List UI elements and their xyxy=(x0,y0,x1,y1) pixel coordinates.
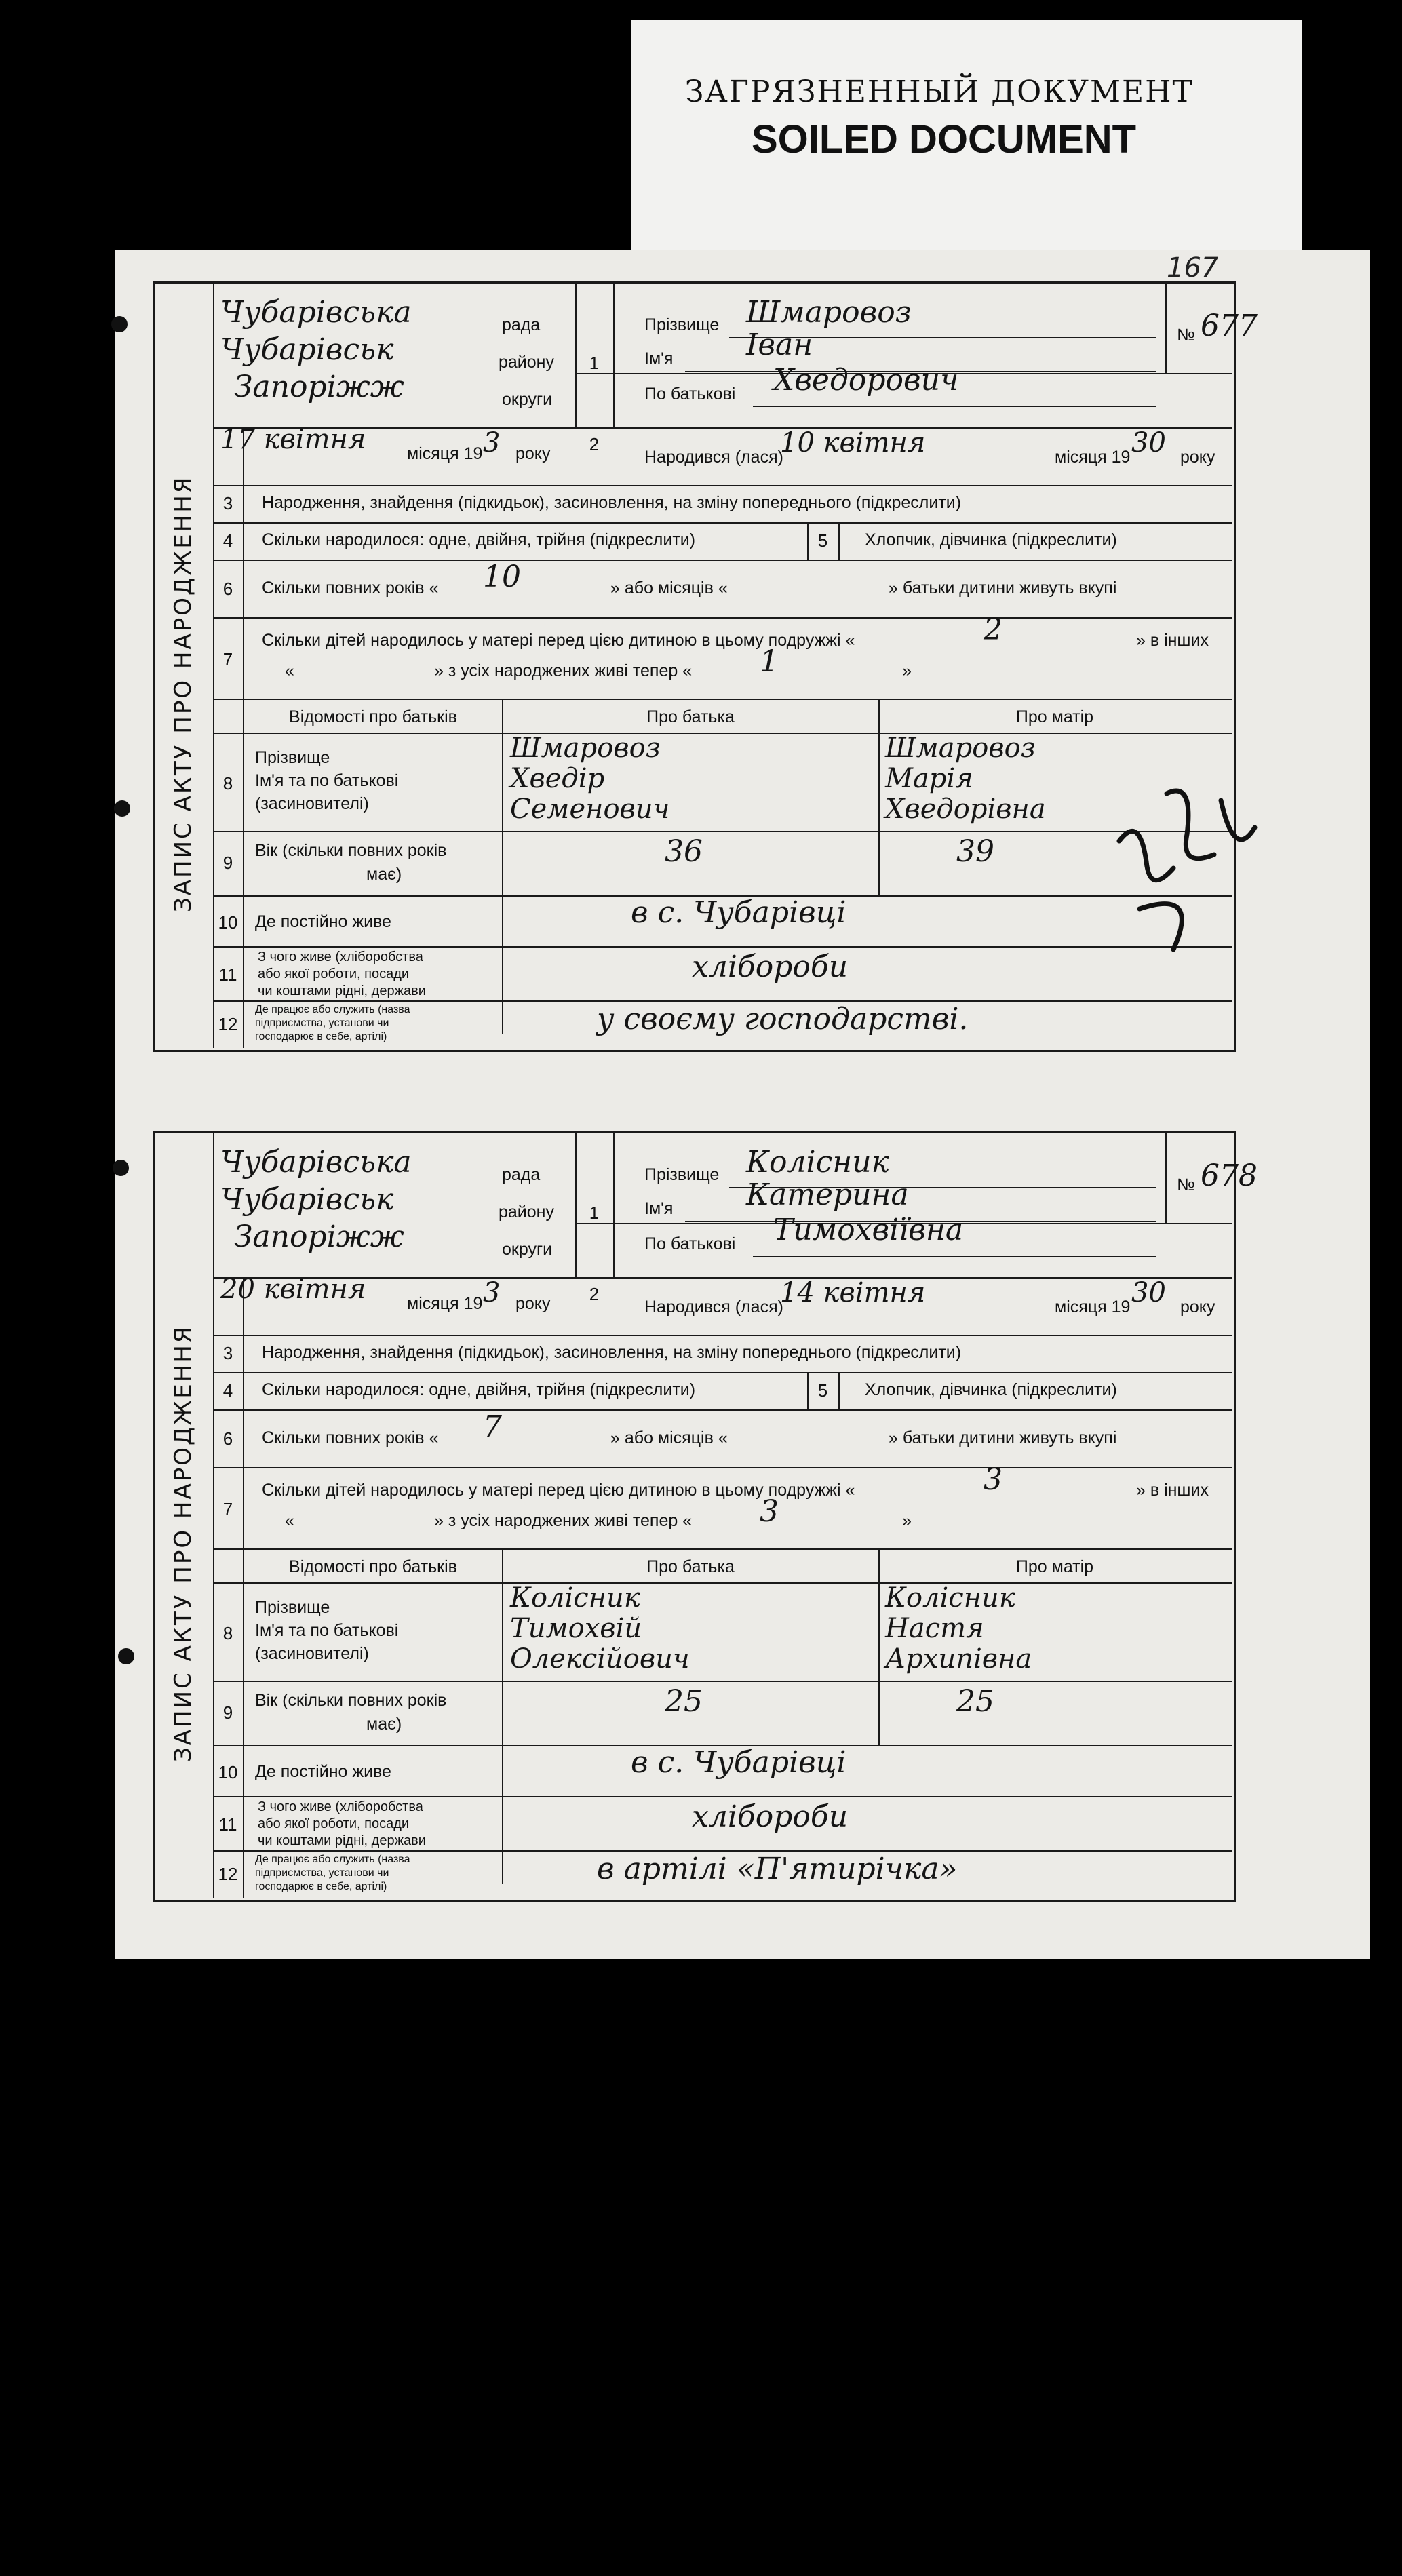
born-year-value: 30 xyxy=(1131,427,1166,458)
prior-children-value: 3 xyxy=(984,1462,1002,1497)
record-side-title: ЗАПИС АКТУ ПРО НАРОДЖЕННЯ xyxy=(170,1325,197,1762)
folio-number: 167 xyxy=(1167,252,1219,284)
born-year-label: року xyxy=(1180,1297,1215,1316)
rule xyxy=(878,1548,880,1745)
reg-year-value: 3 xyxy=(483,427,501,458)
row10-label: Де постійно живе xyxy=(255,912,391,931)
mother-name-3: Хведорівна xyxy=(885,794,1046,825)
birth-record xyxy=(0,281,1402,1095)
row7-text-e: » xyxy=(902,661,912,680)
born-label: Народився (лася) xyxy=(644,1297,783,1316)
father-header: Про батька xyxy=(646,707,735,726)
reg-month-label: місяця 19 xyxy=(407,444,483,463)
row-number: 10 xyxy=(218,912,238,933)
born-date-value: 10 квітня xyxy=(780,427,926,458)
mother-name-1: Колісник xyxy=(885,1582,1015,1614)
row6-text-a: Скільки повних років « xyxy=(262,579,439,598)
rule xyxy=(213,1548,1232,1550)
rada-label: рада xyxy=(502,1165,541,1184)
row6-text-b: » або місяців « xyxy=(610,1428,728,1447)
council-value: Чубарівська xyxy=(220,1145,412,1179)
row3-text: Народження, знайдення (підкидьок), засиновлення, на зміну попереднього (підкреслити) xyxy=(262,1343,962,1362)
row-number: 2 xyxy=(589,434,600,454)
row-number: 5 xyxy=(817,530,828,551)
row8-label-2: Ім'я та по батькові xyxy=(255,771,399,790)
name-label: Ім'я xyxy=(644,1199,674,1218)
row12-label-1: Де працює або служить (назва xyxy=(255,1854,410,1865)
row7-text-a: Скільки дітей народилось у матері перед цією дитиною в цьому подружжі « xyxy=(262,1481,855,1500)
name-value: Катерина xyxy=(746,1177,909,1212)
row-number: 3 xyxy=(222,1343,233,1363)
row12-label-2: підприємства, установи чи xyxy=(255,1867,389,1879)
row8-label-2: Ім'я та по батькові xyxy=(255,1621,399,1640)
rule xyxy=(213,1582,1232,1584)
rule xyxy=(213,1335,1232,1336)
row-number: 6 xyxy=(222,579,233,599)
row-number: 12 xyxy=(218,1014,238,1034)
row-number: 4 xyxy=(222,1380,233,1401)
occupation-value: хлібороби xyxy=(692,950,849,984)
row-number: 6 xyxy=(222,1428,233,1449)
name-label: Ім'я xyxy=(644,349,674,368)
born-year-value: 30 xyxy=(1131,1277,1166,1308)
rule xyxy=(838,522,840,560)
parents-header: Відомості про батьків xyxy=(289,1557,457,1576)
living-children-value: 1 xyxy=(760,644,779,679)
rule xyxy=(753,1256,1156,1257)
row9-label-1: Вік (скільки повних років xyxy=(255,841,447,860)
surname-value: Колісник xyxy=(746,1145,889,1179)
row-number: 9 xyxy=(222,1702,233,1723)
row11-label-1: З чого живе (хліборобства xyxy=(258,1799,423,1814)
rule xyxy=(878,699,880,895)
row-number: 11 xyxy=(218,964,237,985)
mother-age-value: 25 xyxy=(956,1684,994,1719)
rada-label: рада xyxy=(502,315,541,334)
okrug-label: округи xyxy=(502,1240,553,1259)
district-value: Чубарівськ xyxy=(220,332,394,367)
row-number: 2 xyxy=(589,1284,600,1304)
okrug-label: округи xyxy=(502,390,553,409)
patronymic-label: По батькові xyxy=(644,1234,736,1253)
row10-label: Де постійно живе xyxy=(255,1762,391,1781)
no-label: № xyxy=(1177,326,1195,345)
council-value: Чубарівська xyxy=(220,295,412,330)
okrug-value: Запоріжж xyxy=(234,1219,404,1254)
reg-date-value: 17 квітня xyxy=(220,424,366,455)
row9-label-2: має) xyxy=(366,865,402,884)
father-name-1: Колісник xyxy=(510,1582,640,1614)
row11-label-2: або якої роботи, посади xyxy=(258,1816,410,1831)
raion-label: району xyxy=(499,1203,554,1222)
rule xyxy=(1165,281,1167,373)
row3-text: Народження, знайдення (підкидьок), засиновлення, на зміну попереднього (підкреслити) xyxy=(262,493,962,512)
born-label: Народився (лася) xyxy=(644,448,783,467)
margin-annotation-scrawl xyxy=(1099,753,1275,956)
row12-label-2: підприємства, установи чи xyxy=(255,1017,389,1029)
reg-year-label: року xyxy=(515,444,551,463)
row5-text: Хлопчик, дівчинка (підкреслити) xyxy=(865,530,1117,549)
okrug-value: Запоріжж xyxy=(234,370,404,404)
row7-text-a: Скільки дітей народилось у матері перед цією дитиною в цьому подружжі « xyxy=(262,631,855,650)
mother-header: Про матір xyxy=(1015,1557,1094,1576)
row9-label-1: Вік (скільки повних років xyxy=(255,1691,447,1710)
years-together-value: 7 xyxy=(483,1409,502,1444)
rule xyxy=(213,699,1232,700)
record-side-title: ЗАПИС АКТУ ПРО НАРОДЖЕННЯ xyxy=(170,475,197,912)
row7-text-c: « xyxy=(285,1511,294,1530)
row6-text-c: » батьки дитини живуть вкупі xyxy=(889,579,1117,598)
rule xyxy=(243,1277,244,1898)
row4-text: Скільки народилося: одне, двійня, трійня (підкреслити) xyxy=(262,530,696,549)
patronymic-value: Хведорович xyxy=(773,363,959,397)
reg-month-label: місяця 19 xyxy=(407,1294,483,1313)
prior-children-value: 2 xyxy=(984,612,1002,647)
father-name-3: Семенович xyxy=(510,794,670,825)
rule xyxy=(213,1131,214,1898)
reg-year-value: 3 xyxy=(483,1277,501,1308)
rule xyxy=(213,831,1232,832)
born-month-label: місяця 19 xyxy=(1055,448,1131,467)
row11-label-1: З чого живе (хліборобства xyxy=(258,950,423,964)
row7-text-c: « xyxy=(285,661,294,680)
row12-label-1: Де працює або служить (назва xyxy=(255,1004,410,1015)
birth-record xyxy=(0,1131,1402,1945)
name-value: Іван xyxy=(746,328,813,362)
row11-label-3: чи коштами рідні, держави xyxy=(258,1833,426,1848)
workplace-value: в артілі «П'ятирічка» xyxy=(597,1852,958,1886)
father-age-value: 36 xyxy=(665,834,703,869)
workplace-value: у своєму господарстві. xyxy=(597,1002,969,1036)
rule xyxy=(613,281,615,427)
row-number: 10 xyxy=(218,1762,238,1782)
residence-value: в с. Чубарівці xyxy=(631,895,846,930)
born-month-label: місяця 19 xyxy=(1055,1297,1131,1316)
surname-value: Шмаровоз xyxy=(746,295,912,330)
mother-name-1: Шмаровоз xyxy=(885,733,1036,764)
rule xyxy=(502,1548,503,2576)
row7-text-b: » в інших xyxy=(1136,1481,1209,1500)
rule xyxy=(575,281,577,427)
residence-value: в с. Чубарівці xyxy=(631,1745,846,1780)
rule xyxy=(213,1796,1232,1797)
rule xyxy=(243,427,244,1048)
row5-text: Хлопчик, дівчинка (підкреслити) xyxy=(865,1380,1117,1399)
district-value: Чубарівськ xyxy=(220,1182,394,1217)
surname-label: Прізвище xyxy=(644,1165,720,1184)
row7-text-e: » xyxy=(902,1511,912,1530)
occupation-value: хлібороби xyxy=(692,1799,849,1834)
row7-text-d: » з усіх народжених живі тепер « xyxy=(434,661,693,680)
rule xyxy=(213,617,1232,619)
living-children-value: 3 xyxy=(760,1494,779,1529)
surname-label: Прізвище xyxy=(644,315,720,334)
father-name-2: Хведір xyxy=(510,763,605,794)
row6-text-b: » або місяців « xyxy=(610,579,728,598)
years-together-value: 10 xyxy=(483,560,521,594)
row-number: 3 xyxy=(222,493,233,513)
rule xyxy=(213,281,214,1048)
rule xyxy=(213,1467,1232,1468)
row-number: 11 xyxy=(218,1814,237,1835)
rule xyxy=(838,1372,840,1409)
row11-label-2: або якої роботи, посади xyxy=(258,967,410,981)
row-number: 1 xyxy=(589,353,600,373)
row7-text-d: » з усіх народжених живі тепер « xyxy=(434,1511,693,1530)
born-date-value: 14 квітня xyxy=(780,1277,926,1308)
rule xyxy=(807,522,809,560)
row7-text-b: » в інших xyxy=(1136,631,1209,650)
mother-name-2: Настя xyxy=(885,1613,984,1644)
mother-name-3: Архипівна xyxy=(885,1643,1032,1675)
reg-date-value: 20 квітня xyxy=(220,1274,366,1305)
rule xyxy=(213,1372,1232,1373)
father-age-value: 25 xyxy=(665,1684,703,1719)
row12-label-3: господарює в себе, артілі) xyxy=(255,1881,387,1892)
rule xyxy=(213,1681,1232,1682)
row4-text: Скільки народилося: одне, двійня, трійня (підкреслити) xyxy=(262,1380,696,1399)
row-number: 5 xyxy=(817,1380,828,1401)
row-number: 9 xyxy=(222,853,233,873)
rule xyxy=(213,522,1232,524)
father-name-1: Шмаровоз xyxy=(510,733,661,764)
mother-name-2: Марія xyxy=(885,763,973,794)
patronymic-value: Тимохвіївна xyxy=(773,1213,964,1247)
rule xyxy=(213,485,1232,486)
row6-text-a: Скільки повних років « xyxy=(262,1428,439,1447)
rule xyxy=(213,560,1232,561)
row-number: 8 xyxy=(222,773,233,794)
mother-header: Про матір xyxy=(1015,707,1094,726)
rule xyxy=(807,1372,809,1409)
archive-label-ru: ЗАГРЯЗНЕННЫЙ ДОКУМЕНТ xyxy=(685,75,1194,109)
father-name-3: Олексійович xyxy=(510,1643,690,1675)
archive-label-en: SOILED DOCUMENT xyxy=(752,117,1137,161)
record-number-value: 677 xyxy=(1201,309,1258,343)
patronymic-label: По батькові xyxy=(644,385,736,404)
row-number: 4 xyxy=(222,530,233,551)
row-number: 7 xyxy=(222,1499,233,1519)
row11-label-3: чи коштами рідні, держави xyxy=(258,983,426,998)
rule xyxy=(213,1409,1232,1411)
father-name-2: Тимохвій xyxy=(510,1613,642,1644)
row9-label-2: має) xyxy=(366,1715,402,1734)
born-year-label: року xyxy=(1180,448,1215,467)
row-number: 12 xyxy=(218,1864,238,1884)
row-number: 7 xyxy=(222,649,233,669)
row12-label-3: господарює в себе, артілі) xyxy=(255,1031,387,1042)
row-number: 1 xyxy=(589,1203,600,1223)
rule xyxy=(213,733,1232,734)
rule xyxy=(575,1131,577,1277)
father-header: Про батька xyxy=(646,1557,735,1576)
row6-text-c: » батьки дитини живуть вкупі xyxy=(889,1428,1117,1447)
reg-year-label: року xyxy=(515,1294,551,1313)
rule xyxy=(613,1131,615,1277)
rule xyxy=(1165,1131,1167,1223)
no-label: № xyxy=(1177,1175,1195,1194)
row8-label-1: Прізвище xyxy=(255,748,330,767)
parents-header: Відомості про батьків xyxy=(289,707,457,726)
rule xyxy=(213,946,1232,948)
mother-age-value: 39 xyxy=(956,834,994,869)
record-number-value: 678 xyxy=(1201,1158,1258,1193)
row8-label-3: (засиновителі) xyxy=(255,794,369,813)
raion-label: району xyxy=(499,353,554,372)
row8-label-1: Прізвище xyxy=(255,1598,330,1617)
row-number: 8 xyxy=(222,1623,233,1643)
row8-label-3: (засиновителі) xyxy=(255,1644,369,1663)
rule xyxy=(753,406,1156,407)
